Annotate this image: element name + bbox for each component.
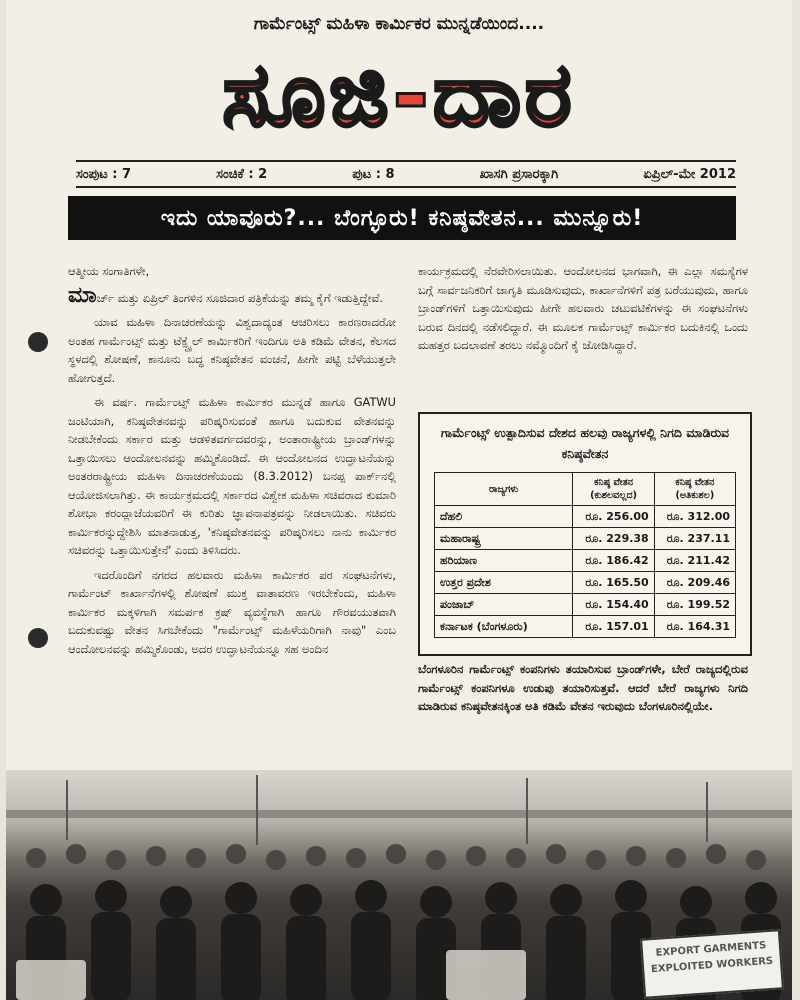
article-paragraph: ಇದರೊಂದಿಗೆ ನಗರದ ಹಲವಾರು ಮಹಿಳಾ ಕಾರ್ಮಿಕರ ಪರ ಸಂಘಟನೆಗಳು, ಗಾರ್ಮೆಂಟ್ ಕಾರ್ಖಾನೆಗಳಲ್ಲಿ ಶೋಷಣೆ ಮುಕ್ತ ವಾತಾವರಣ ಇರಬೇಕೆಂದು, ಮಹಿಳಾ ಕಾರ್ಮಿಕರ ಮಕ್ಕಳಿಗಾಗಿ ಸಮರ್ಪಕ ಕ್ರಷ್ ವ್ಯವಸ್ಥೆಗಾಗಿ ಹಾಗೂ ಗೌರವಯುತವಾಗಿ ಬದುಕುವಷ್ಟು ವೇತನ ಸಿಗಬೇಕೆಂದು "ಗಾರ್ಮೆಂಟ್ಸ್ ಮಹಿಳೆಯರಿಗಾಗಿ ನಾವು" ಎಂಬ ಆಂದೋಲನವನ್ನು ಹಮ್ಮಿಕೊಂಡು, ಅದರ ಉದ್ಘಾಟನೆಯನ್ನೂ ಸಹ ಅಂದಿನ	[68, 567, 396, 656]
pages-label: ಪುಟ : 8	[352, 166, 395, 182]
skilled-wage-cell: ರೂ. 209.46	[654, 572, 735, 594]
article-paragraph: ಕಾರ್ಯಕ್ರಮದಲ್ಲಿ ನೆರವೇರಿಸಲಾಯಿತು. ಆಂದೋಲನದ ಭಾಗವಾಗಿ, ಈ ಎಲ್ಲಾ ಸಮಸ್ಯೆಗಳ ಬಗ್ಗೆ ಸಾರ್ವಜನಿಕರಿಗೆ ಜಾಗೃತಿ ಮೂಡಿಸುವುದು, ಕಾರ್ಖಾನೆಗಳಿಗೆ ಪತ್ರ ಬರೆಯುವುದು, ಹಾಗೂ ಬ್ರಾಂಡ್‌ಗಳಿಗೆ ಒತ್ತಾಯಿಸುವುದು ಹೀಗೇ ಹಲವಾರು ಚಟುವಟಿಕೆಗಳನ್ನು ಈ ಸಂಘಟನೆಗಳು ಬರುವ ದಿನದಲ್ಲಿ ನಡೆಸಲಿದ್ದಾರೆ. ಈ ಮೂಲಕ ಗಾರ್ಮೆಂಟ್ಸ್ ಕಾರ್ಮಿಕರ ಬದುಕಿನಲ್ಲಿ ಒಂದು ಮಹತ್ತರ ಬದಲಾವಣೆ ತರಲು ನಮ್ಮೊಂದಿಗೆ ಕೈ ಜೋಡಿಸಿದ್ದಾರೆ.	[418, 264, 748, 352]
headline-text: ಇದು ಯಾವೂರು?... ಬೆಂಗ್ಳೂರು! ಕನಿಷ್ಠವೇತನ... ಮುನ್ನೂರು!	[160, 205, 644, 231]
wage-table-title: ಗಾರ್ಮೆಂಟ್ಸ್ ಉತ್ಪಾದಿಸುವ ದೇಶದ ಹಲವು ರಾಜ್ಯಗಳಲ್ಲಿ ನಿಗದಿ ಮಾಡಿರುವ ಕನಿಷ್ಠವೇತನ	[440, 425, 730, 461]
table-row	[435, 594, 736, 616]
drop-cap: ಮಾ	[68, 282, 97, 308]
unskilled-wage-cell: ರೂ. 157.01	[573, 616, 654, 638]
right-article-column	[418, 262, 748, 355]
article-paragraph: ಯಾವ ಮಹಿಳಾ ದಿನಾಚರಣೆಯನ್ನು ವಿಶ್ವದಾದ್ಯಂತ ಆಚರಿಸಲು ಕಾರಣರಾದರೋ ಅಂತಹ ಗಾರ್ಮೆಂಟ್ಸ್ ಮತ್ತು ಟೆಕ್ಸ್ಟೈಲ್ ಕಾರ್ಮಿಕರಿಗೆ ಇಂದಿಗೂ ಅತಿ ಕಡಿಮೆ ವೇತನ, ಕೆಲಸದ ಸ್ಥಳದಲ್ಲಿ ಶೋಷಣೆ, ಕಾನೂನು ಬದ್ಧ ಕನಿಷ್ಠವೇತನ ವಂಚನೆ, ಹೀಗೇ ಪಟ್ಟಿ ಬೆಳೆಯುತ್ತಲೇ ಹೋಗುತ್ತದೆ.	[68, 315, 396, 385]
greeting: ಆತ್ಮೀಯ ಸಂಗಾತಿಗಳೇ,	[68, 264, 150, 278]
headline-banner	[68, 196, 736, 240]
table-row	[435, 572, 736, 594]
state-cell: ಹರಿಯಾಣ	[435, 550, 573, 572]
rally-crowd-photo	[6, 770, 792, 1000]
paragraph-text: ರ್ಚ್ ಮತ್ತು ಏಪ್ರಿಲ್ ತಿಂಗಳಿನ ಸೂಜಿದಾರ ಪತ್ರಿಕೆಯನ್ನು ತಮ್ಮ ಕೈಗೆ ಇಡುತ್ತಿದ್ದೇವೆ.	[96, 290, 383, 305]
column-header: ಕನಿಷ್ಠ ವೇತನ (ಅತಿಕುಶಲ)	[654, 473, 735, 506]
minimum-wage-table-box	[418, 412, 752, 656]
table-row	[435, 616, 736, 638]
minimum-wage-table	[434, 472, 736, 638]
skilled-wage-cell: ರೂ. 211.42	[654, 550, 735, 572]
skilled-wage-cell: ರೂ. 164.31	[654, 616, 735, 638]
unskilled-wage-cell: ರೂ. 154.40	[573, 594, 654, 616]
table-row	[435, 528, 736, 550]
tagline: ಗಾರ್ಮೆಂಟ್ಸ್ ಮಹಿಳಾ ಕಾರ್ಮಿಕರ ಮುನ್ನಡೆಯಿಂದ....	[253, 14, 545, 34]
table-header-row	[435, 473, 736, 506]
unskilled-wage-cell: ರೂ. 229.38	[573, 528, 654, 550]
skilled-wage-cell: ರೂ. 237.11	[654, 528, 735, 550]
column-header: ಕನಿಷ್ಠ ವೇತನ (ಕುಶಲವಲ್ಲದ)	[573, 473, 654, 506]
state-cell: ಪಂಜಾಬ್	[435, 594, 573, 616]
state-cell: ಕರ್ನಾಟಕ (ಬೆಂಗಳೂರು)	[435, 616, 573, 638]
article-paragraph: ಈ ವರ್ಷ. ಗಾರ್ಮೆಂಟ್ಸ್ ಮಹಿಳಾ ಕಾರ್ಮಿಕರ ಮುನ್ನಡೆ ಹಾಗೂ GATWU ಜಂಟಿಯಾಗಿ, ಕನಿಷ್ಠವೇತನವನ್ನು ಪರಿಷ್ಕರಿಸುವಂತೆ ಹಾಗೂ ಬದುಕುವ ವೇತನವನ್ನು ನೀಡಬೇಕೆಂದು ಸರ್ಕಾರ ಮತ್ತು ಆಡಳಿತವರ್ಗದವರನ್ನು, ಅಂತಾರಾಷ್ಟ್ರೀಯ ಬ್ರಾಂಡ್‌ಗಳನ್ನು ಒತ್ತಾಯಿಸಲು ಆಂದೋಲನವನ್ನು ಹಮ್ಮಿಕೊಂಡಿದೆ. ಈ ಆಂದೋಲನದ ಉದ್ಘಾಟನೆಯನ್ನು ಅಂತರರಾಷ್ಟ್ರೀಯ ಮಹಿಳಾ ದಿನಾಚರಣೆಯಂದು (8.3.2012) ಬನಪ್ಪ ಪಾರ್ಕ್‌ನಲ್ಲಿ ಆಯೋಜಿಸಲಾಗಿತ್ತು. ಈ ಕಾರ್ಯಕ್ರಮದಲ್ಲಿ ಸರ್ಕಾರದ ವಿಶ್ವೇಕ ಮಹಿಳಾ ಸಚಿವರಾದ ಕುಮಾರಿ ಶೋಭಾ ಕರಂದ್ಲಾಜೆಯವರಿಗೆ ಈ ಕುರಿತು ಜ್ಞಾಪನಾಪತ್ರವನ್ನು ನೀಡಲಾಯಿತು. ಸಚಿವರು ಕಾರ್ಮಿಕರನ್ನುದ್ದೇಶಿಸಿ ಮಾತನಾಡುತ್ತ, 'ಕನಿಷ್ಠವೇತನವನ್ನು ಪರಿಷ್ಕರಿಸಲು ನಾನು ಕಾರ್ಮಿಕರ ಸಚಿವರನ್ನು ಒತ್ತಾಯಿಸುತ್ತೇನೆ' ಎಂದು ತಿಳಿಸಿದರು.	[68, 395, 396, 557]
issue-date-label: ಏಪ್ರಿಲ್-ಮೇ 2012	[643, 166, 736, 182]
left-article-column	[68, 262, 396, 664]
table-row	[435, 506, 736, 528]
volume-label: ಸಂಪುಟ : 7	[76, 166, 132, 182]
punch-hole	[28, 628, 48, 648]
column-header: ರಾಜ್ಯಗಳು	[435, 473, 573, 506]
issue-number-label: ಸಂಚಿಕೆ : 2	[216, 166, 268, 182]
state-cell: ದೆಹಲಿ	[435, 506, 573, 528]
unskilled-wage-cell: ರೂ. 256.00	[573, 506, 654, 528]
masthead-title: ಸೂಜಿ-ದಾರ	[222, 43, 576, 146]
article-paragraph	[68, 282, 396, 308]
protest-sign: EXPORT GARMENTS EXPLOITED WORKERS	[640, 929, 784, 999]
table-footnote: ಬೆಂಗಳೂರಿನ ಗಾರ್ಮೆಂಟ್ಸ್ ಕಂಪನಿಗಳು ತಯಾರಿಸುವ ಬ್ರಾಂಡ್‌ಗಳೇ, ಬೇರೆ ರಾಜ್ಯದಲ್ಲಿರುವ ಗಾರ್ಮೆಂಟ್ಸ್ ಕಂಪನಿಗಳೂ ಉಡುಪು ತಯಾರಿಸುತ್ತವೆ. ಆದರೆ ಬೇರೆ ರಾಜ್ಯಗಳು ನಿಗದಿ ಮಾಡಿರುವ ಕನಿಷ್ಠವೇತನಕ್ಕಿಂತ ಅತಿ ಕಡಿಮೆ ವೇತನ ಇರುವುದು ಬೆಂಗಳೂರಿನಲ್ಲಿಯೇ.	[418, 662, 748, 713]
state-cell: ಉತ್ತರ ಪ್ರದೇಶ	[435, 572, 573, 594]
table-row	[435, 550, 736, 572]
newsletter-page	[6, 0, 792, 1000]
skilled-wage-cell: ರೂ. 312.00	[654, 506, 735, 528]
unskilled-wage-cell: ರೂ. 165.50	[573, 572, 654, 594]
state-cell: ಮಹಾರಾಷ್ಟ್ರ	[435, 528, 573, 550]
skilled-wage-cell: ರೂ. 199.52	[654, 594, 735, 616]
private-circulation-label: ಖಾಸಗಿ ಪ್ರಸಾರಕ್ಕಾಗಿ	[479, 166, 559, 182]
issue-info-bar	[76, 160, 736, 188]
punch-hole	[28, 332, 48, 352]
unskilled-wage-cell: ರೂ. 186.42	[573, 550, 654, 572]
